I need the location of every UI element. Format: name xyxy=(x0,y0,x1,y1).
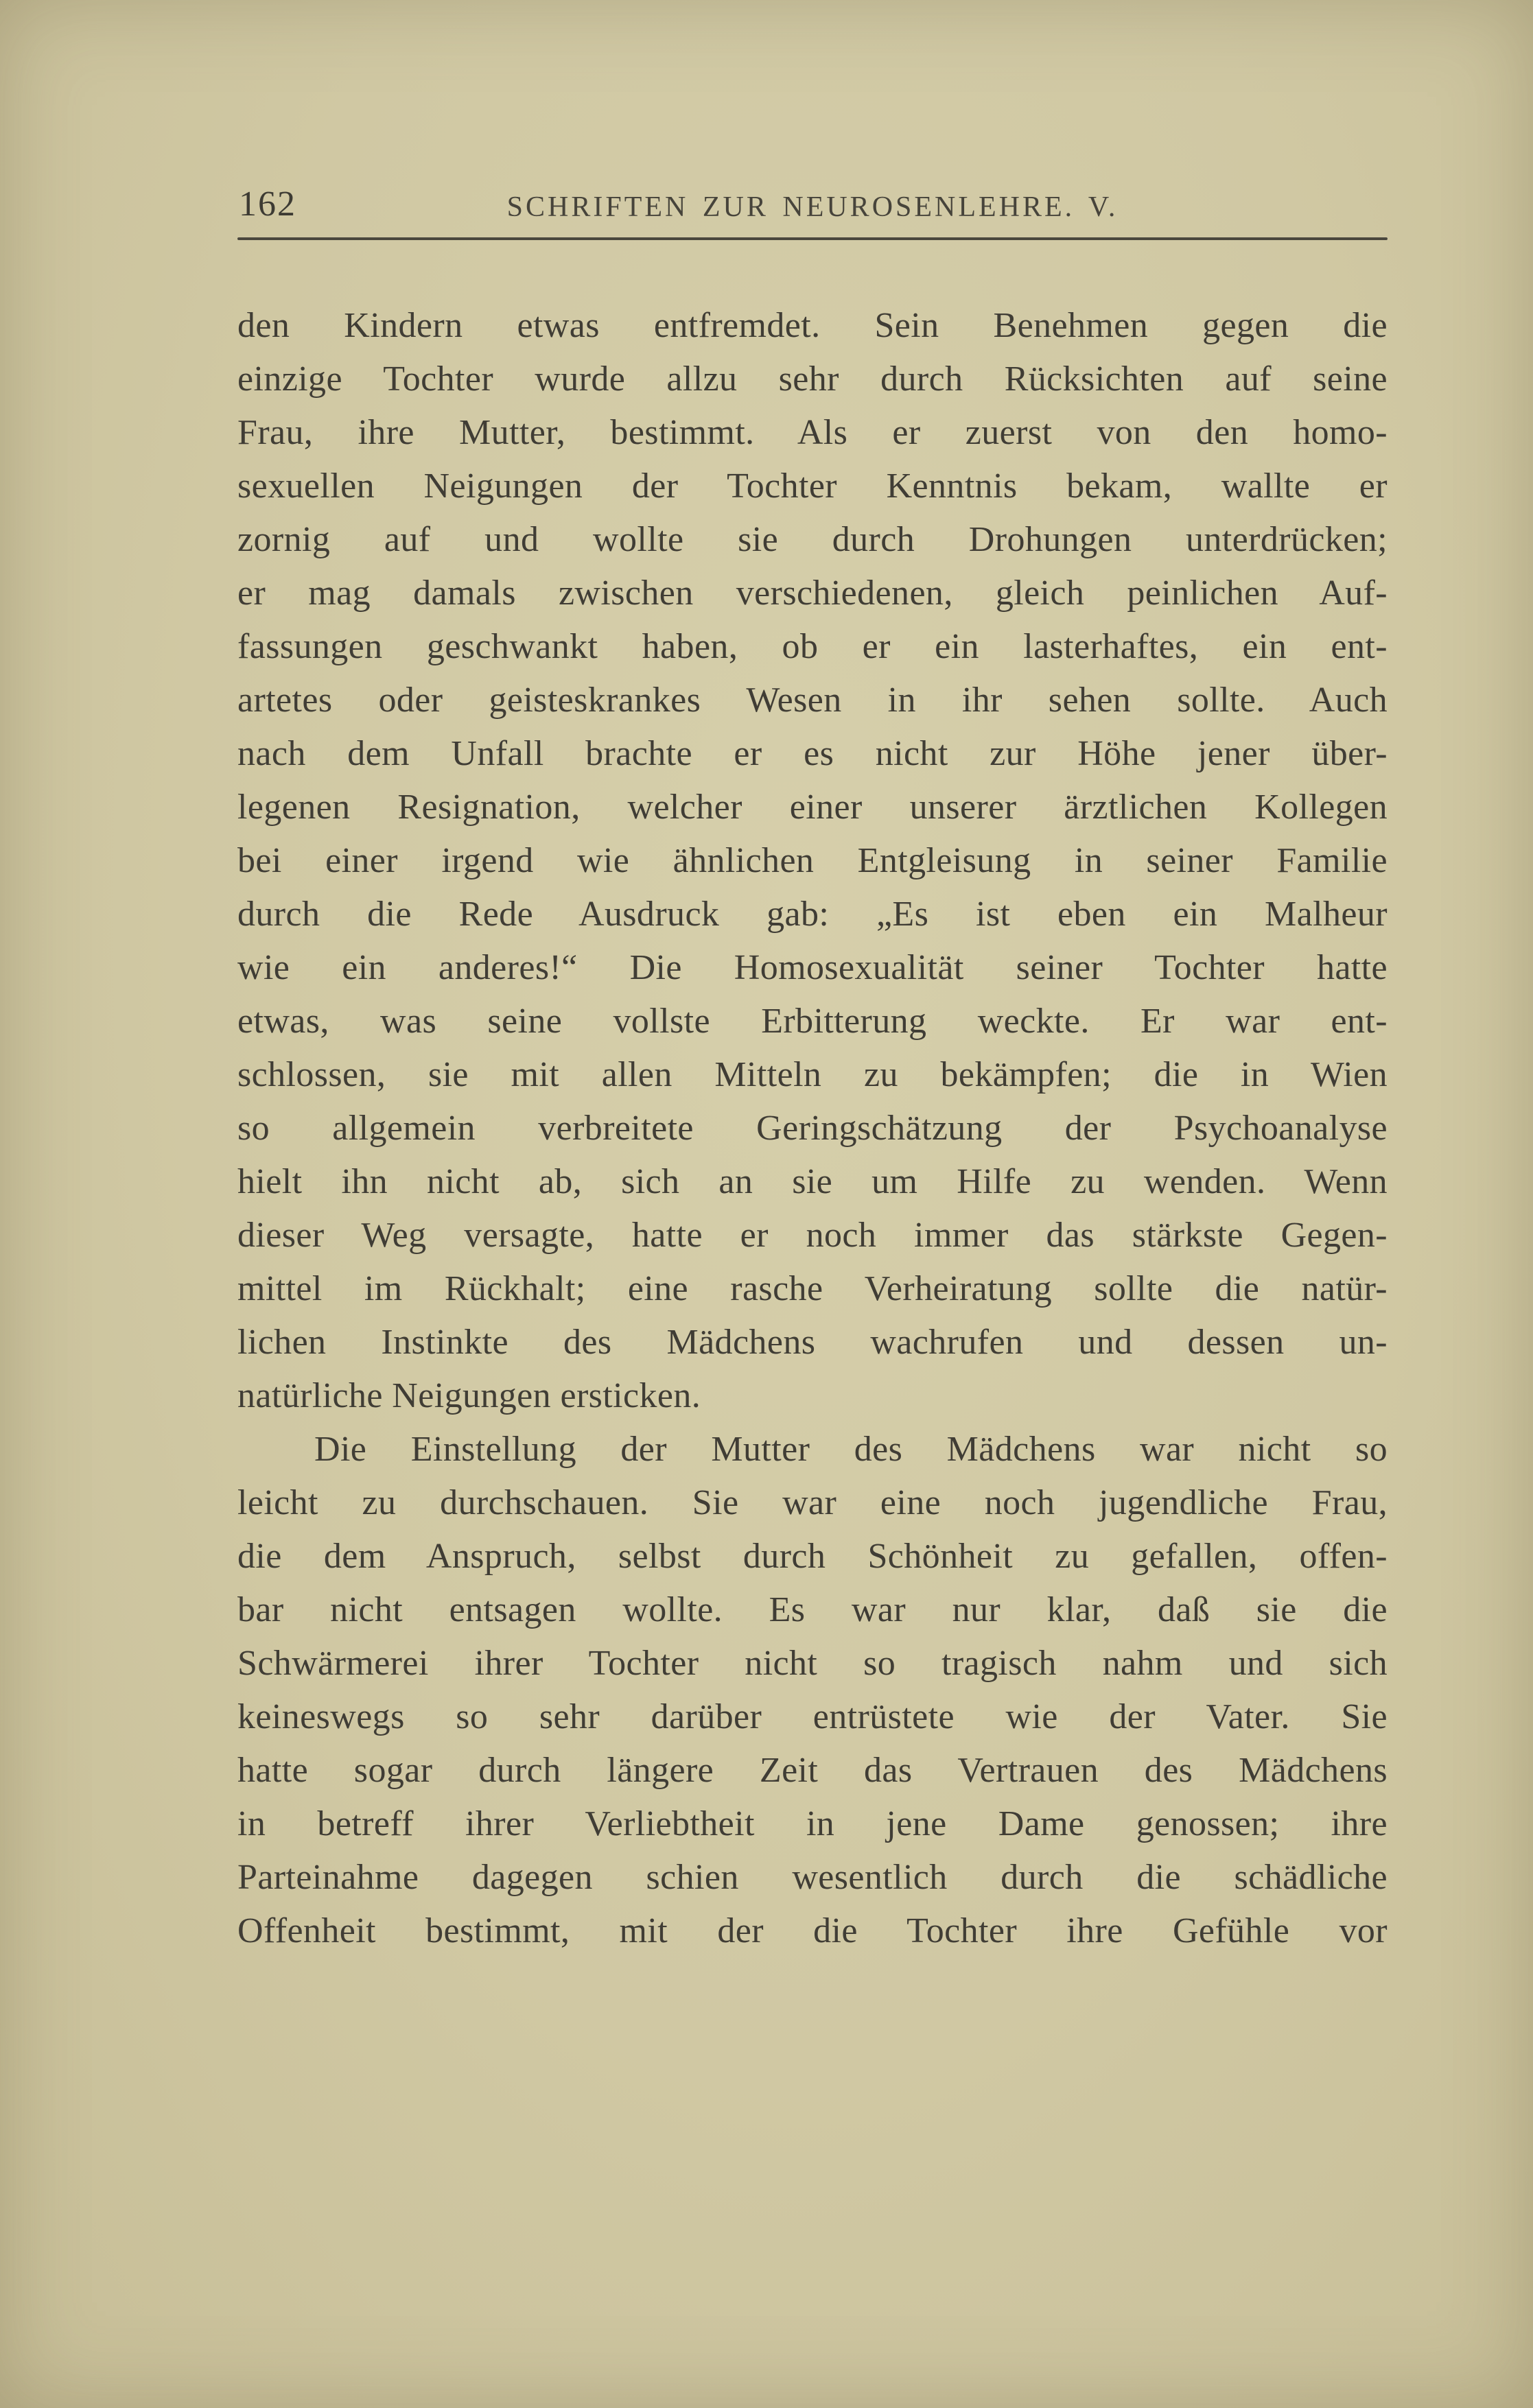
page-content xyxy=(237,184,1388,1958)
text-line: fassungen geschwankt haben, ob er ein lasterhaftes, ein ent- xyxy=(237,627,1388,666)
text-line: hatte sogar durch längere Zeit das Vertrauen des Mädchens xyxy=(237,1751,1388,1790)
text-line: etwas, was seine vollste Erbitterung weckte. Er war ent- xyxy=(237,1002,1388,1041)
text-line: leicht zu durchschauen. Sie war eine noch jugendliche Frau, xyxy=(237,1483,1388,1522)
text-line: schlossen, sie mit allen Mitteln zu bekämpfen; die in Wien xyxy=(237,1055,1388,1094)
page-number: 162 xyxy=(239,185,296,224)
text-line: dieser Weg versagte, hatte er noch immer das stärkste Gegen- xyxy=(237,1216,1388,1255)
text-line: bei einer irgend wie ähnlichen Entgleisung in seiner Familie xyxy=(237,841,1388,880)
text-line: nach dem Unfall brachte er es nicht zur Höhe jener über- xyxy=(237,734,1388,773)
text-line: artetes oder geisteskrankes Wesen in ihr sehen sollte. Auch xyxy=(237,681,1388,720)
text-line: natürliche Neigungen ersticken. xyxy=(237,1376,701,1415)
text-line: einzige Tochter wurde allzu sehr durch Rücksichten auf seine xyxy=(237,359,1388,399)
text-line: Schwärmerei ihrer Tochter nicht so tragisch nahm und sich xyxy=(237,1644,1388,1683)
text-line: Parteinahme dagegen schien wesentlich durch die schädliche xyxy=(237,1858,1388,1897)
text-line: so allgemein verbreitete Geringschätzung der Psychoanalyse xyxy=(237,1109,1388,1148)
header-rule xyxy=(237,237,1388,240)
page-header xyxy=(237,184,1388,228)
text-line: lichen Instinkte des Mädchens wachrufen und dessen un- xyxy=(237,1323,1388,1362)
text-line: durch die Rede Ausdruck gab: „Es ist eben ein Malheur xyxy=(237,895,1388,934)
text-line: wie ein anderes!“ Die Homosexualität seiner Tochter hatte xyxy=(237,948,1388,987)
text-line: legenen Resignation, welcher einer unserer ärztlichen Kollegen xyxy=(237,788,1388,827)
text-line: bar nicht entsagen wollte. Es war nur klar, daß sie die xyxy=(237,1590,1388,1629)
text-line: er mag damals zwischen verschiedenen, gleich peinlichen Auf- xyxy=(237,574,1388,613)
text-line: die dem Anspruch, selbst durch Schönheit zu gefallen, offen- xyxy=(237,1537,1388,1576)
text-line: den Kindern etwas entfremdet. Sein Benehmen gegen die xyxy=(237,306,1388,345)
paragraph xyxy=(237,1423,1388,1958)
body-text xyxy=(237,299,1388,1958)
text-line: mittel im Rückhalt; eine rasche Verheiratung sollte die natür- xyxy=(237,1269,1388,1308)
text-line: in betreff ihrer Verliebtheit in jene Dame genossen; ihre xyxy=(237,1804,1388,1843)
text-line: hielt ihn nicht ab, sich an sie um Hilfe zu wenden. Wenn xyxy=(237,1162,1388,1201)
text-line: Die Einstellung der Mutter des Mädchens war nicht so xyxy=(314,1430,1388,1469)
text-line: keineswegs so sehr darüber entrüstete wie der Vater. Sie xyxy=(237,1697,1388,1736)
text-line: sexuellen Neigungen der Tochter Kenntnis bekam, wallte er xyxy=(237,467,1388,506)
paragraph xyxy=(237,299,1388,1423)
text-line: zornig auf und wollte sie durch Drohungen unterdrücken; xyxy=(237,520,1388,559)
text-line: Frau, ihre Mutter, bestimmt. Als er zuerst von den homo- xyxy=(237,413,1388,452)
running-title: SCHRIFTEN ZUR NEUROSENLEHRE. V. xyxy=(506,191,1119,223)
text-line: Offenheit bestimmt, mit der die Tochter ihre Gefühle vor xyxy=(237,1911,1388,1950)
